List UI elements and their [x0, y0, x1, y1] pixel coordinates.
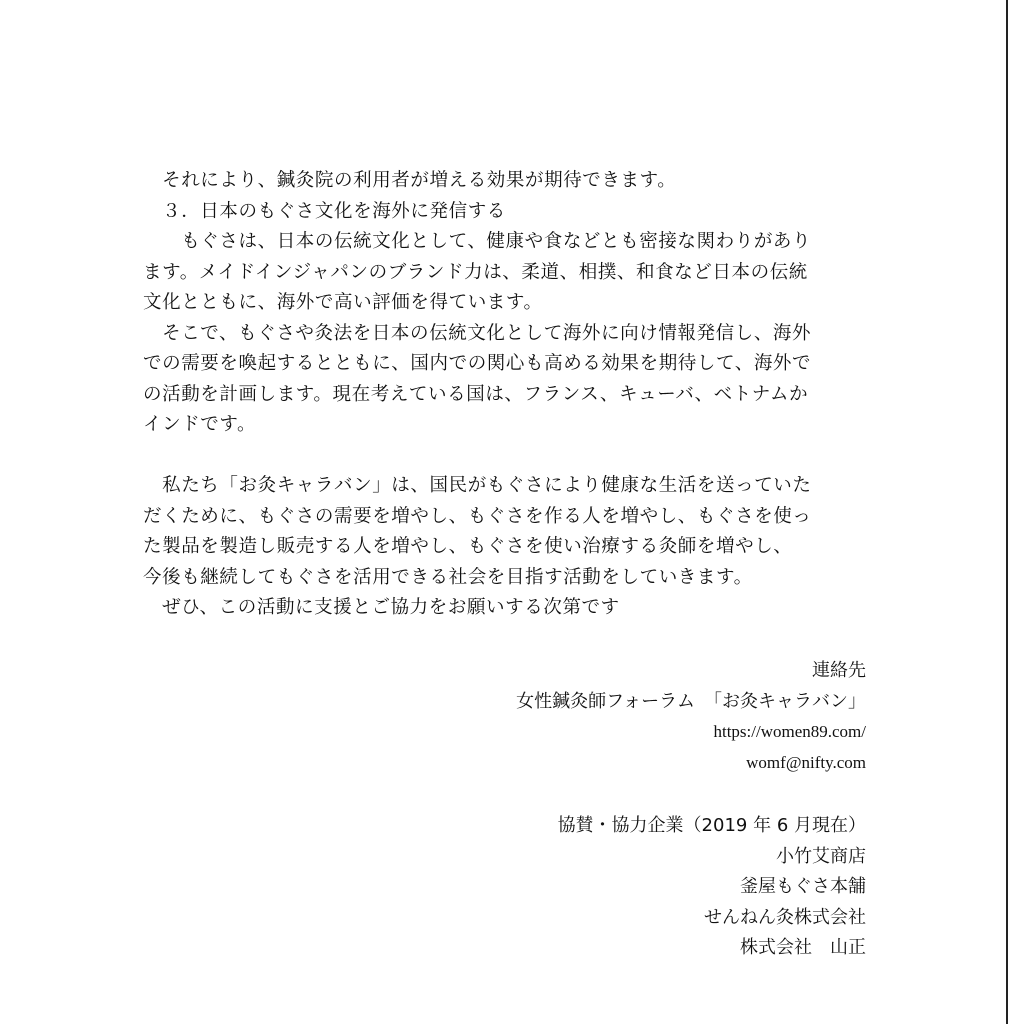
sponsor-company: 株式会社 山正 [740, 937, 866, 958]
sponsor-company: 小竹艾商店 [776, 845, 866, 867]
body-line: インドです。 [143, 414, 257, 435]
closing-line: 私たち「お灸キャラバン」は、国民がもぐさにより健康な生活を送っていた [143, 475, 812, 496]
body-line: ます。メイドインジャパンのブランド力は、柔道、相撲、和食など日本の伝統 [143, 261, 808, 283]
page-edge-border [1006, 0, 1008, 1024]
sponsor-heading: 協賛・協力企業（2019 年 6 月現在） [557, 815, 866, 836]
contact-heading: 連絡先 [812, 660, 866, 681]
body-line: の活動を計画します。現在考えている国は、フランス、キューバ、ベトナムか [143, 383, 809, 405]
sponsor-company: せんねん灸株式会社 [704, 906, 866, 928]
body-line: そこで、もぐさや灸法を日本の伝統文化として海外に向け情報発信し、海外 [143, 322, 812, 344]
sponsor-block [558, 811, 866, 964]
document-body [143, 166, 873, 624]
body-line: での需要を喚起するとともに、国内での関心も高める効果を期待して、海外で [143, 353, 812, 374]
body-line: もぐさは、日本の伝統文化として、健康や食などとも密接な関わりがあり [143, 231, 812, 252]
sponsor-company: 釜屋もぐさ本舗 [740, 876, 866, 897]
closing-line: 今後も継続してもぐさを活用できる社会を目指す活動をしていきます。 [143, 566, 753, 588]
closing-line: ぜひ、この活動に支援とご協力をお願いする次第です [143, 597, 620, 618]
body-line: 文化とともに、海外で高い評価を得ています。 [143, 292, 543, 313]
contact-organization: 女性鍼灸師フォーラム 「お灸キャラバン」 [516, 690, 866, 712]
contact-email-link[interactable]: womf@nifty.com [746, 752, 866, 772]
closing-line: だくために、もぐさの需要を増やし、もぐさを作る人を増やし、もぐさを使っ [143, 505, 812, 527]
paragraph-spacer [143, 441, 873, 472]
contact-block [516, 656, 866, 778]
body-line: それにより、鍼灸院の利用者が増える効果が期待できます。 [143, 170, 677, 191]
closing-line: た製品を製造し販売する人を増やし、もぐさを使い治療する灸師を増やし、 [143, 536, 793, 557]
contact-url-link[interactable]: https://women89.com/ [713, 722, 866, 741]
section-heading: ３．日本のもぐさ文化を海外に発信する [143, 200, 506, 222]
